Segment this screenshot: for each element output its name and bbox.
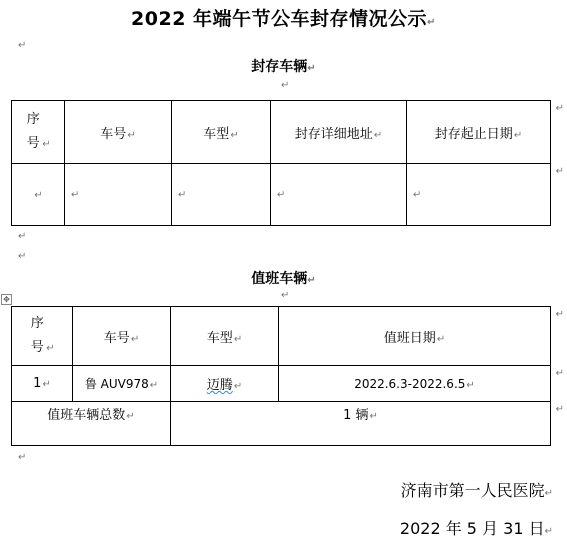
table-total-row [12, 402, 551, 446]
cell-seal-dates: ↵ ↵ [407, 164, 551, 226]
document-title: 2022 年端午节公车封存情况公示↵ [131, 8, 436, 30]
table-row [12, 164, 551, 226]
table-header-row [12, 101, 551, 164]
total-value: 1 辆↵ ↵ [171, 402, 551, 446]
paragraph-mark: ↵ [281, 80, 290, 91]
total-label: 值班车辆总数↵ [12, 402, 171, 446]
paragraph-mark: ↵ [18, 452, 27, 463]
header-seal-address: 封存详细地址↵ [271, 101, 407, 164]
table-header-row [12, 307, 551, 366]
table-row [12, 366, 551, 402]
signature-organization: 济南市第一人民医院↵ [400, 481, 553, 500]
header-serial-number: 序号 ↵ [12, 307, 73, 366]
cell-plate-number: 鲁 AUV978↵ [73, 366, 171, 402]
header-vehicle-model: 车型↵ [172, 101, 271, 164]
duty-vehicles-heading: 值班车辆↵ [251, 271, 316, 287]
paragraph-mark: ↵ [18, 251, 27, 262]
cell-plate-number: ↵ [65, 164, 172, 226]
header-duty-dates: 值班日期↵ ↵ [279, 307, 551, 366]
header-plate-number: 车号↵ [65, 101, 172, 164]
cell-vehicle-model: ↵ [172, 164, 271, 226]
header-plate-number: 车号↵ [73, 307, 171, 366]
cell-duty-dates: 2022.6.3-2022.6.5↵ ↵ [279, 366, 551, 402]
cell-serial-number: ↵ [12, 164, 65, 226]
cell-serial-number: 1↵ [12, 366, 73, 402]
sealed-vehicles-table [11, 100, 564, 226]
header-serial-number: 序号 ↵ [12, 101, 65, 164]
paragraph-mark: ↵ [281, 290, 290, 301]
paragraph-mark: ↵ [18, 40, 27, 51]
paragraph-mark: ↵ [18, 231, 27, 242]
sealed-vehicles-heading: 封存车辆↵ [251, 59, 316, 75]
cell-seal-address: ↵ [271, 164, 407, 226]
cell-vehicle-model: 迈腾↵ [171, 366, 279, 402]
table-move-handle-icon[interactable]: ✥ [1, 294, 12, 305]
duty-vehicles-table [11, 306, 564, 446]
header-vehicle-model: 车型↵ [171, 307, 279, 366]
signature-date: 2022 年 5 月 31 日↵ [399, 519, 553, 538]
header-seal-dates: 封存起止日期↵ ↵ [407, 101, 551, 164]
